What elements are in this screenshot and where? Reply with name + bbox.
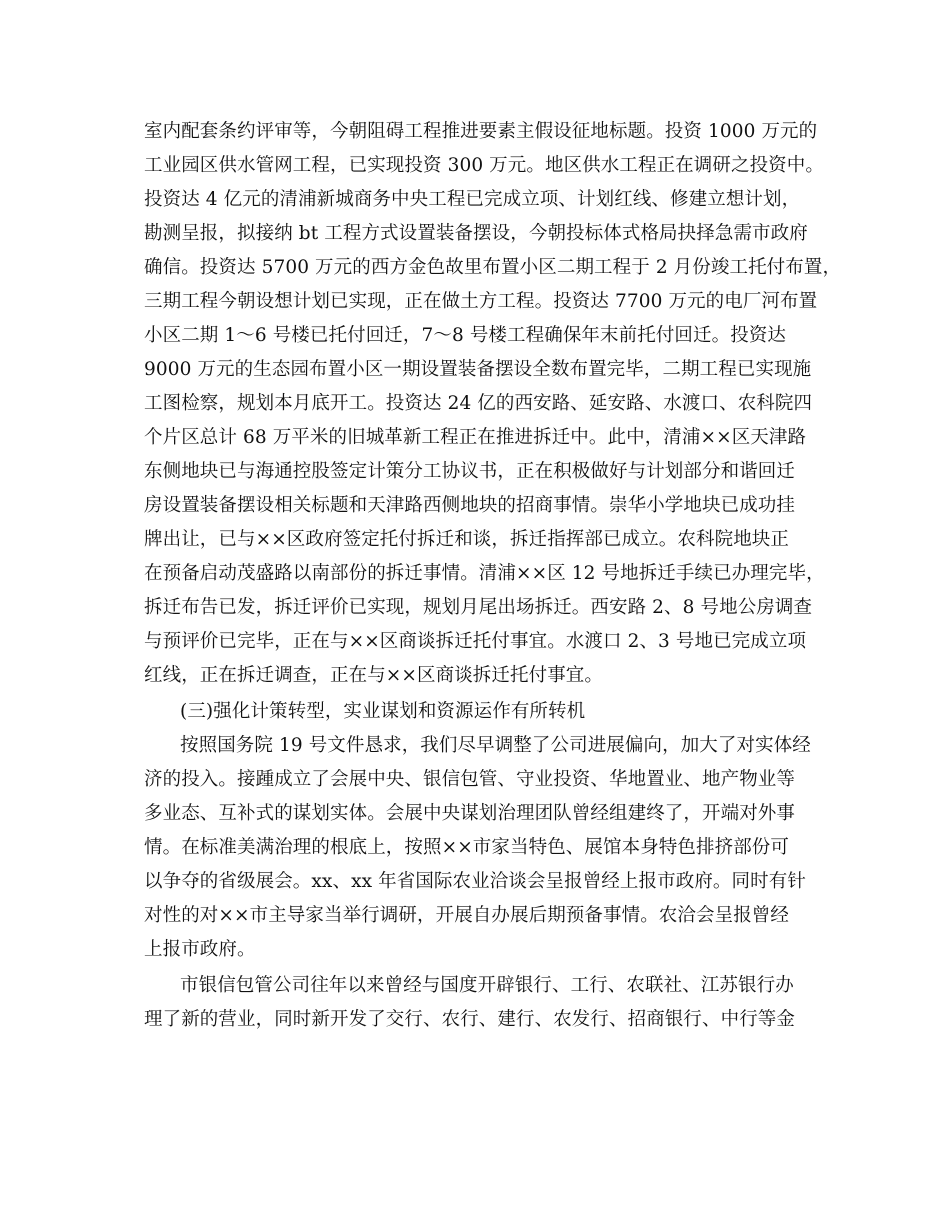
- paragraph-line: 济的投入。接踵成立了会展中央、银信包管、守业投资、华地置业、地产物业等: [144, 769, 796, 790]
- paragraph-line: 勘测呈报，拟接纳 bt 工程方式设置装备摆设，今朝投标体式格局抉择急需市政府: [144, 223, 808, 244]
- paragraph-line: 投资达 4 亿元的清浦新城商务中央工程已完成立项、计划红线、修建立想计划，: [144, 189, 801, 210]
- paragraph-line: 拆迁布告已发，拆迁评价已实现，规划月尾出场拆迁。西安路 2、8 号地公房调查: [144, 597, 813, 618]
- paragraph-line: 东侧地块已与海通控股签定计策分工协议书，正在积极做好与计划部分和谐回迁: [144, 461, 796, 482]
- paragraph-line: 情。在标准美满治理的根底上，按照××市家当特色、展馆本身特色排挤部份可: [144, 837, 790, 858]
- paragraph-line: 对性的对××市主导家当举行调研，开展自办展后期预备事情。农洽会呈报曾经: [144, 905, 790, 926]
- paragraph-line: 按照国务院 19 号文件恳求，我们尽早调整了公司进展偏向，加大了对实体经: [180, 735, 811, 756]
- paragraph-line: 三期工程今朝设想计划已实现，正在做土方工程。投资达 7700 万元的电厂河布置: [144, 291, 818, 312]
- section-heading: (三)强化计策转型，实业谋划和资源运作有所转机: [180, 701, 586, 722]
- paragraph-line: 市银信包管公司往年以来曾经与国度开辟银行、工行、农联社、江苏银行办: [180, 975, 794, 996]
- paragraph-line: 在预备启动茂盛路以南部份的拆迁事情。清浦××区 12 号地拆迁手续已办理完毕，: [144, 563, 825, 584]
- paragraph-line: 确信。投资达 5700 万元的西方金色故里布置小区二期工程于 2 月份竣工托付布置，: [144, 257, 842, 278]
- paragraph-line: 上报市政府。: [144, 939, 256, 960]
- paragraph-line: 以争夺的省级展会。xx、xx 年省国际农业洽谈会呈报曾经上报市政府。同时有针: [144, 871, 806, 892]
- paragraph-line: 理了新的营业，同时新开发了交行、农行、建行、农发行、招商银行、中行等金: [144, 1009, 796, 1030]
- paragraph-line: 牌出让，已与××区政府签定托付拆迁和谈，拆迁指挥部已成立。农科院地块正: [144, 529, 790, 550]
- paragraph-line: 与预评价已完毕，正在与××区商谈拆迁托付事宜。水渡口 2、3 号地已完成立项: [144, 631, 807, 652]
- paragraph-line: 室内配套条约评审等，今朝阻碍工程推进要素主假设征地标题。投资 1000 万元的: [144, 121, 818, 142]
- paragraph-line: 工业园区供水管网工程，已实现投资 300 万元。地区供水工程正在调研之投资中。: [144, 155, 824, 176]
- paragraph-line: 红线，正在拆迁调查，正在与××区商谈拆迁托付事宜。: [144, 665, 604, 686]
- paragraph-line: 9000 万元的生态园布置小区一期设置装备摆设全数布置完毕，二期工程已实现施: [144, 359, 812, 380]
- paragraph-line: 个片区总计 68 万平米的旧城革新工程正在推进拆迁中。此中，清浦××区天津路: [144, 427, 807, 448]
- paragraph-line: 房设置装备摆设相关标题和天津路西侧地块的招商事情。崇华小学地块已成功挂: [144, 495, 796, 516]
- paragraph-line: 小区二期 1～6 号楼已托付回迁，7～8 号楼工程确保年末前托付回迁。投资达: [144, 325, 787, 346]
- paragraph-line: 多业态、互补式的谋划实体。会展中央谋划治理团队曾经组建终了，开端对外事: [144, 803, 796, 824]
- paragraph-line: 工图检察，规划本月底开工。投资达 24 亿的西安路、延安路、水渡口、农科院四: [144, 393, 813, 414]
